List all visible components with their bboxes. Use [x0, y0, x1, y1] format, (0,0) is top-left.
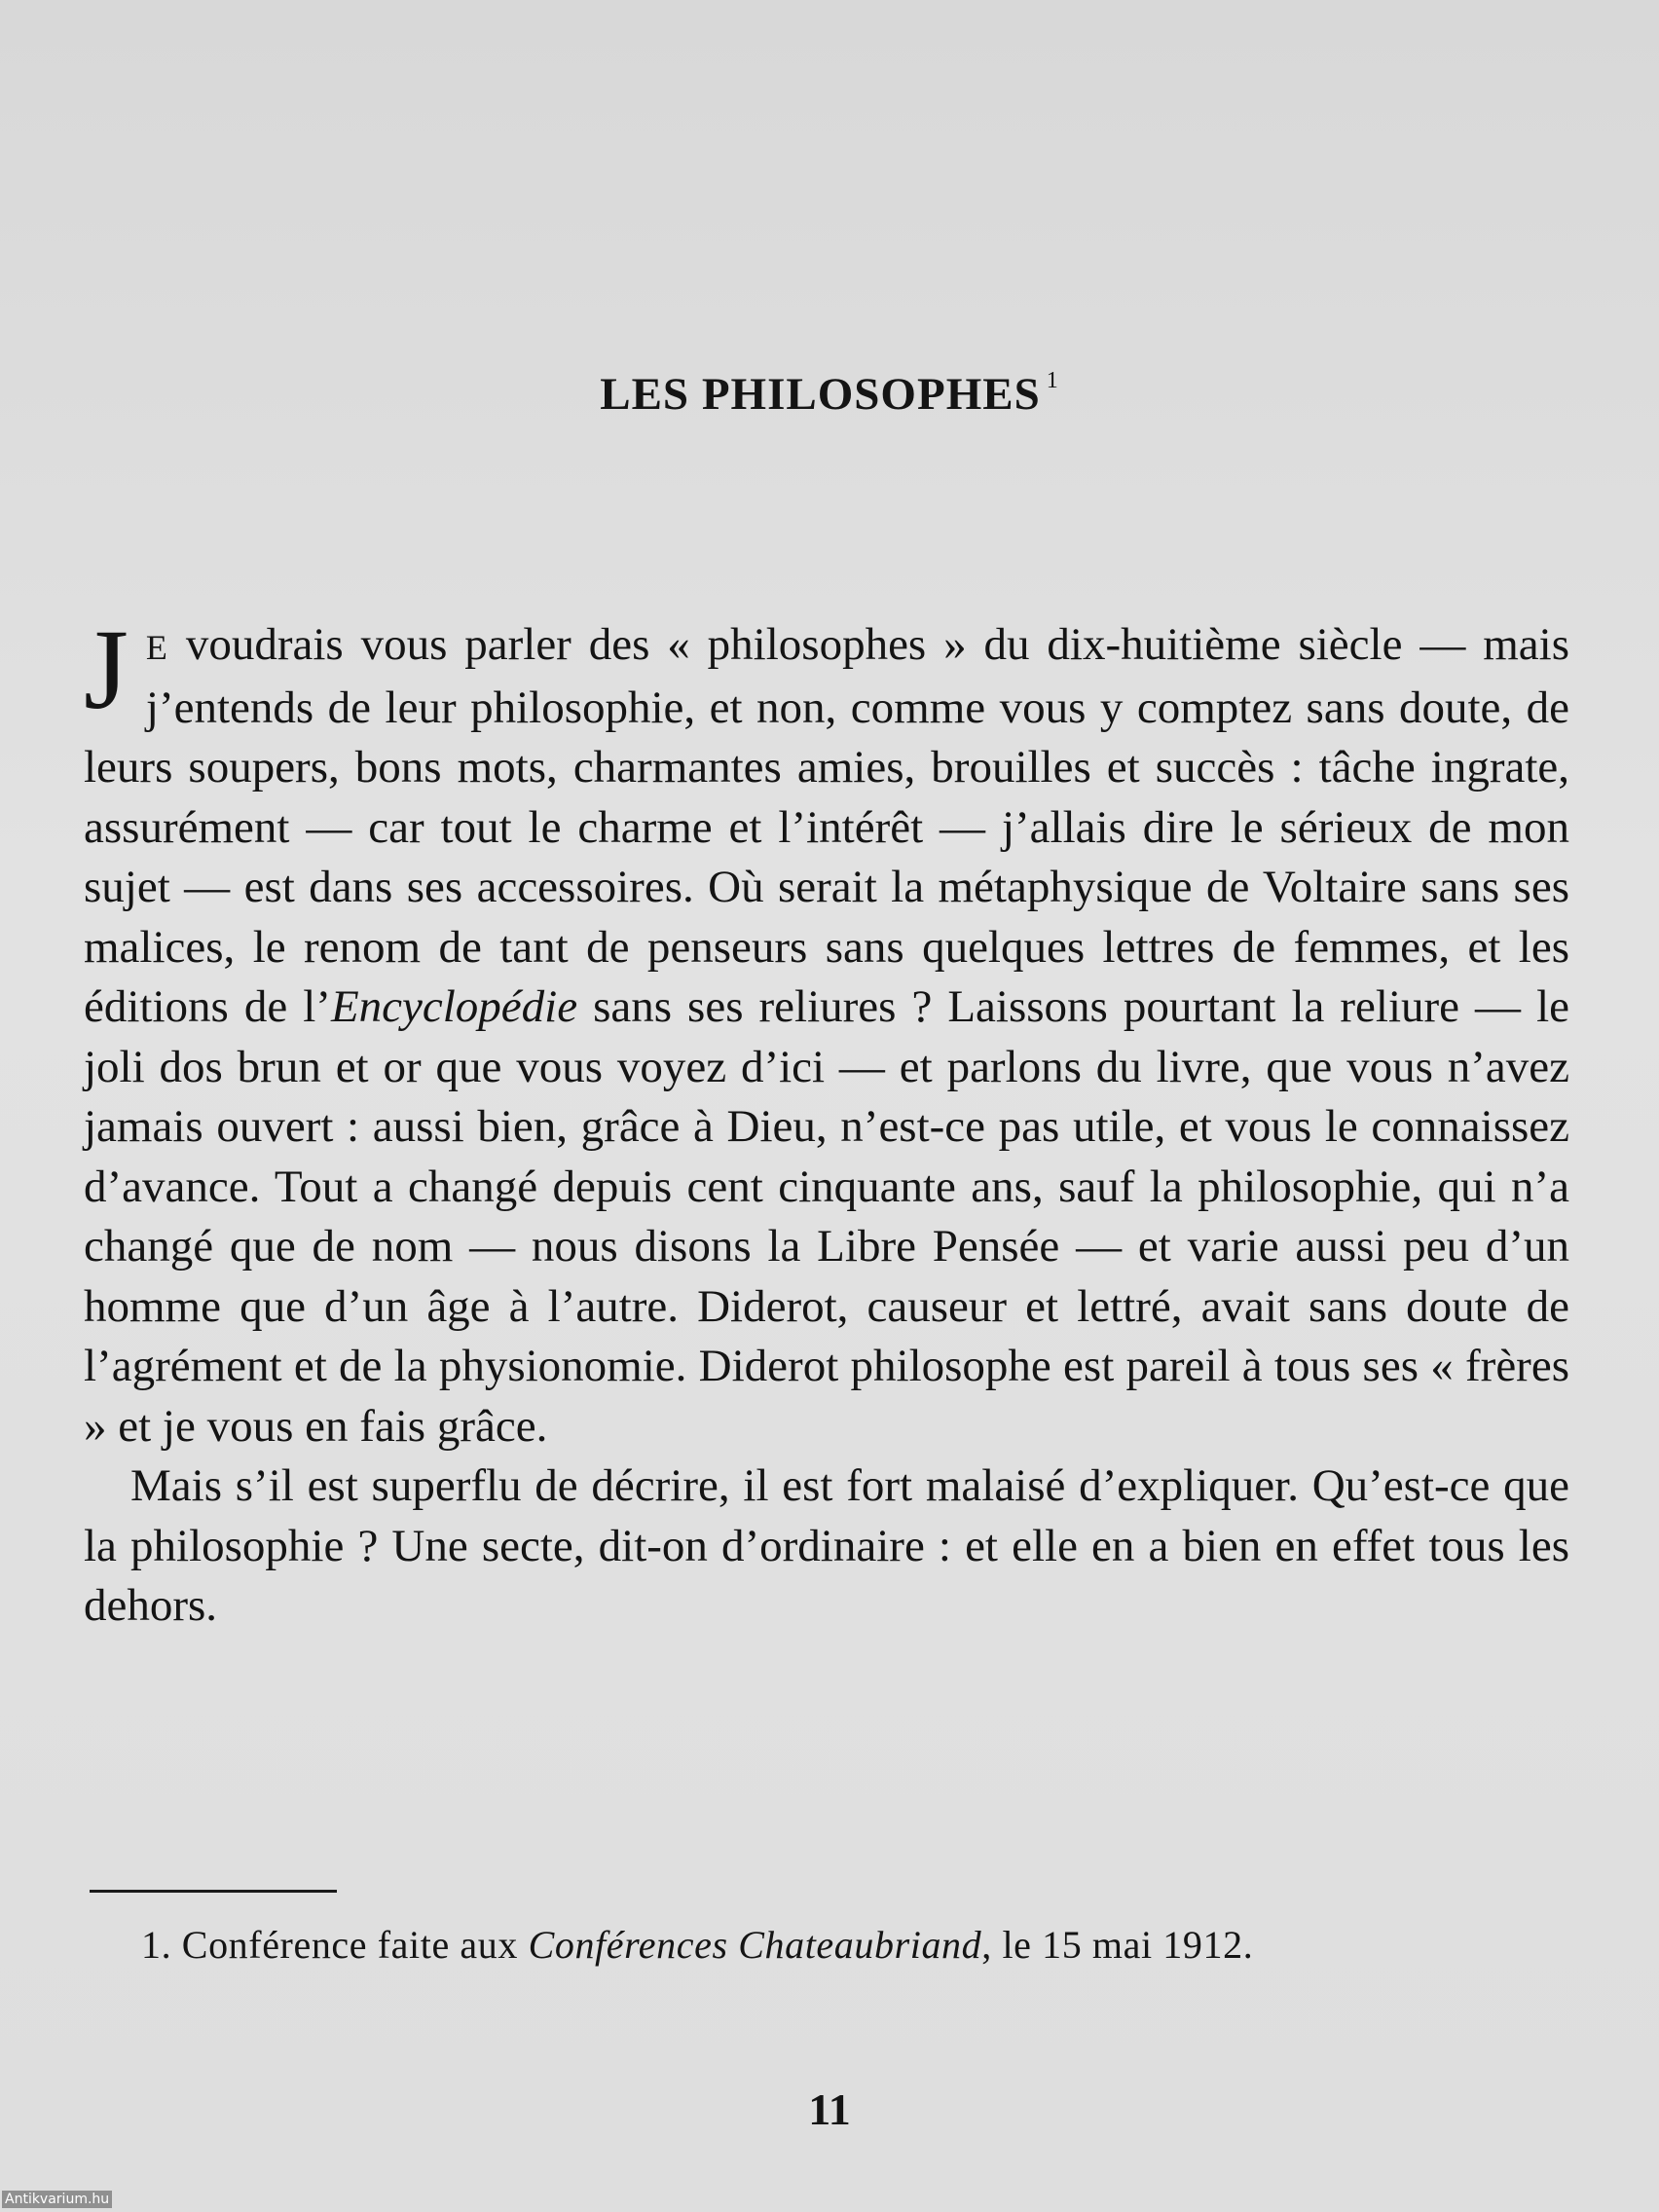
small-cap: E — [145, 628, 168, 667]
chapter-title-text: LES PHILOSOPHES — [600, 369, 1041, 420]
paragraph-1-text-b: sans ses reliures ? Laissons pourtant la reliure — le joli dos brun et or que vous voyez d’ici — et parlons du livre, que vous n’avez jamais ouvert : aussi bien, grâce à Dieu, n’est-ce pas utile, et vous le connaissez d’avance. Tout a changé depuis cent cinquante ans, sauf la philosophie, qui n’a changé que de nom — nous disons la Libre Pensée — et varie aussi peu d’un homme que d’un âge à l’autre. Diderot, causeur et lettré, avait sans doute de l’agrément et de la physionomie. Diderot philosophe est pareil à tous ses « frères » et je vous en fais grâce. — [84, 981, 1569, 1452]
body-text — [84, 606, 1569, 1637]
footnote-rule — [90, 1890, 337, 1893]
paragraph-1 — [84, 606, 1569, 1456]
footnote-italic: Conférences Chateaubriand — [528, 1923, 982, 1967]
paragraph-2: Mais s’il est superflu de décrire, il est fort malaisé d’expliquer. Qu’est-ce que la philosophie ? Une secte, dit-on d’ordinaire : et elle en a bien en effet tous les dehors. — [84, 1460, 1569, 1631]
footnote-text-a: Conférence faite aux — [171, 1923, 529, 1967]
paragraph-1-text-a: voudrais vous parler des « philosophes » du dix-huitième siècle — mais j’entends de leur philosophie, et non, comme vous y comptez sans doute, de leurs soupers, bons mots, charmantes amies, brouilles et succès : tâche ingrate, assurément — car tout le charme et l’intérêt — j’allais dire le sérieux de mon sujet — est dans ses accessoires. Où serait la métaphysique de Voltaire sans ses malices, le renom de tant de penseurs sans quelques lettres de femmes, et les éditions de l’ — [84, 619, 1569, 1032]
chapter-title — [0, 368, 1659, 421]
footnote-number: 1. — [141, 1923, 172, 1967]
footnote-text-b: , le 15 mai 1912. — [981, 1923, 1254, 1967]
title-footnote-marker: 1 — [1046, 368, 1059, 393]
encyclopedie-italic: Encyclopédie — [330, 981, 578, 1032]
drop-cap: J — [84, 606, 129, 733]
page-number: 11 — [808, 2084, 851, 2134]
footnote — [141, 1918, 1533, 1972]
watermark: Antikvarium.hu — [2, 2191, 112, 2208]
